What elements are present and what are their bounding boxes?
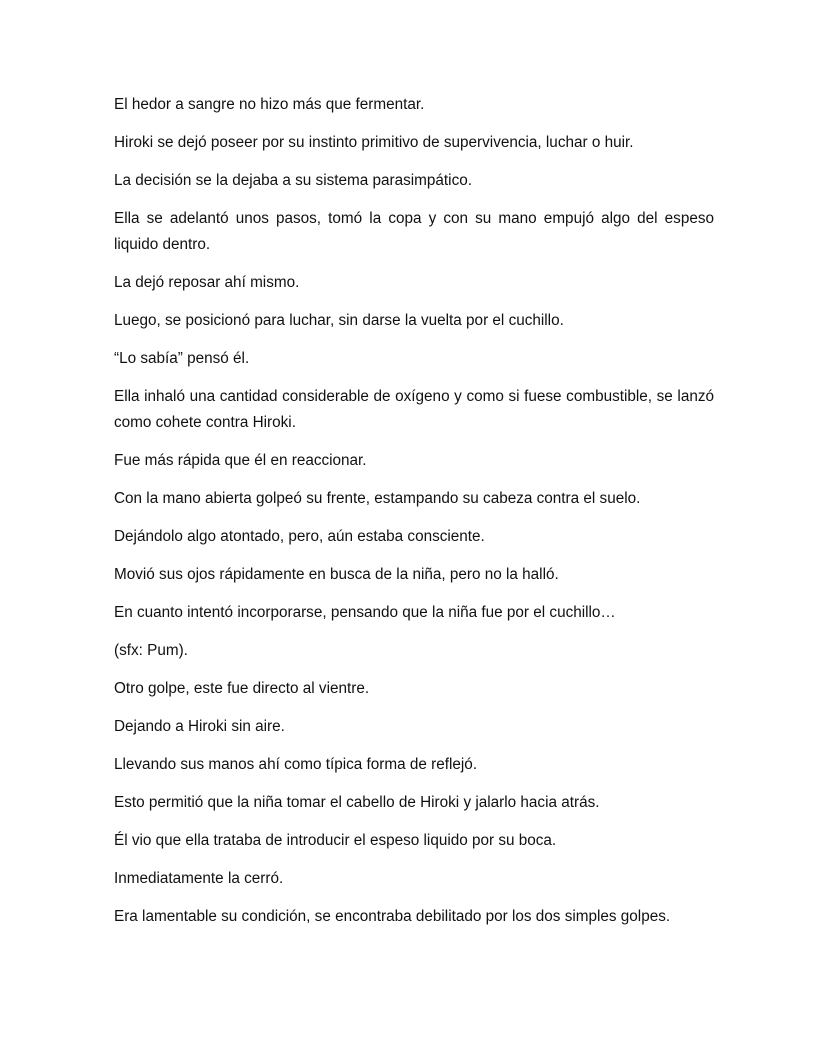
paragraph: (sfx: Pum). xyxy=(114,642,188,659)
paragraph: Ella inhaló una cantidad considerable de oxígeno y como si fuese combustible, se lanzó como cohete contra Hiroki. xyxy=(114,388,714,431)
paragraph: La decisión se la dejaba a su sistema parasimpático. xyxy=(114,172,472,189)
paragraph: Esto permitió que la niña tomar el cabello de Hiroki y jalarlo hacia atrás. xyxy=(114,794,600,811)
paragraph: Hiroki se dejó poseer por su instinto primitivo de supervivencia, luchar o huir. xyxy=(114,134,634,151)
document-body xyxy=(114,92,714,942)
paragraph: Ella se adelantó unos pasos, tomó la copa y con su mano empujó algo del espeso liquido dentro. xyxy=(114,210,714,253)
paragraph: La dejó reposar ahí mismo. xyxy=(114,274,300,291)
paragraph: Fue más rápida que él en reaccionar. xyxy=(114,452,367,469)
paragraph: Dejándolo algo atontado, pero, aún estaba consciente. xyxy=(114,528,485,545)
paragraph: Con la mano abierta golpeó su frente, estampando su cabeza contra el suelo. xyxy=(114,490,641,507)
paragraph: Él vio que ella trataba de introducir el espeso liquido por su boca. xyxy=(114,832,557,849)
paragraph: Era lamentable su condición, se encontraba debilitado por los dos simples golpes. xyxy=(114,908,671,925)
paragraph: Otro golpe, este fue directo al vientre. xyxy=(114,680,370,697)
paragraph: “Lo sabía” pensó él. xyxy=(114,350,250,367)
paragraph: En cuanto intentó incorporarse, pensando que la niña fue por el cuchillo… xyxy=(114,604,616,621)
paragraph: Llevando sus manos ahí como típica forma de reflejó. xyxy=(114,756,478,773)
paragraph: Dejando a Hiroki sin aire. xyxy=(114,718,285,735)
paragraph: El hedor a sangre no hizo más que fermentar. xyxy=(114,96,425,113)
paragraph: Movió sus ojos rápidamente en busca de la niña, pero no la halló. xyxy=(114,566,559,583)
paragraph: Luego, se posicionó para luchar, sin darse la vuelta por el cuchillo. xyxy=(114,312,564,329)
paragraph: Inmediatamente la cerró. xyxy=(114,870,284,887)
